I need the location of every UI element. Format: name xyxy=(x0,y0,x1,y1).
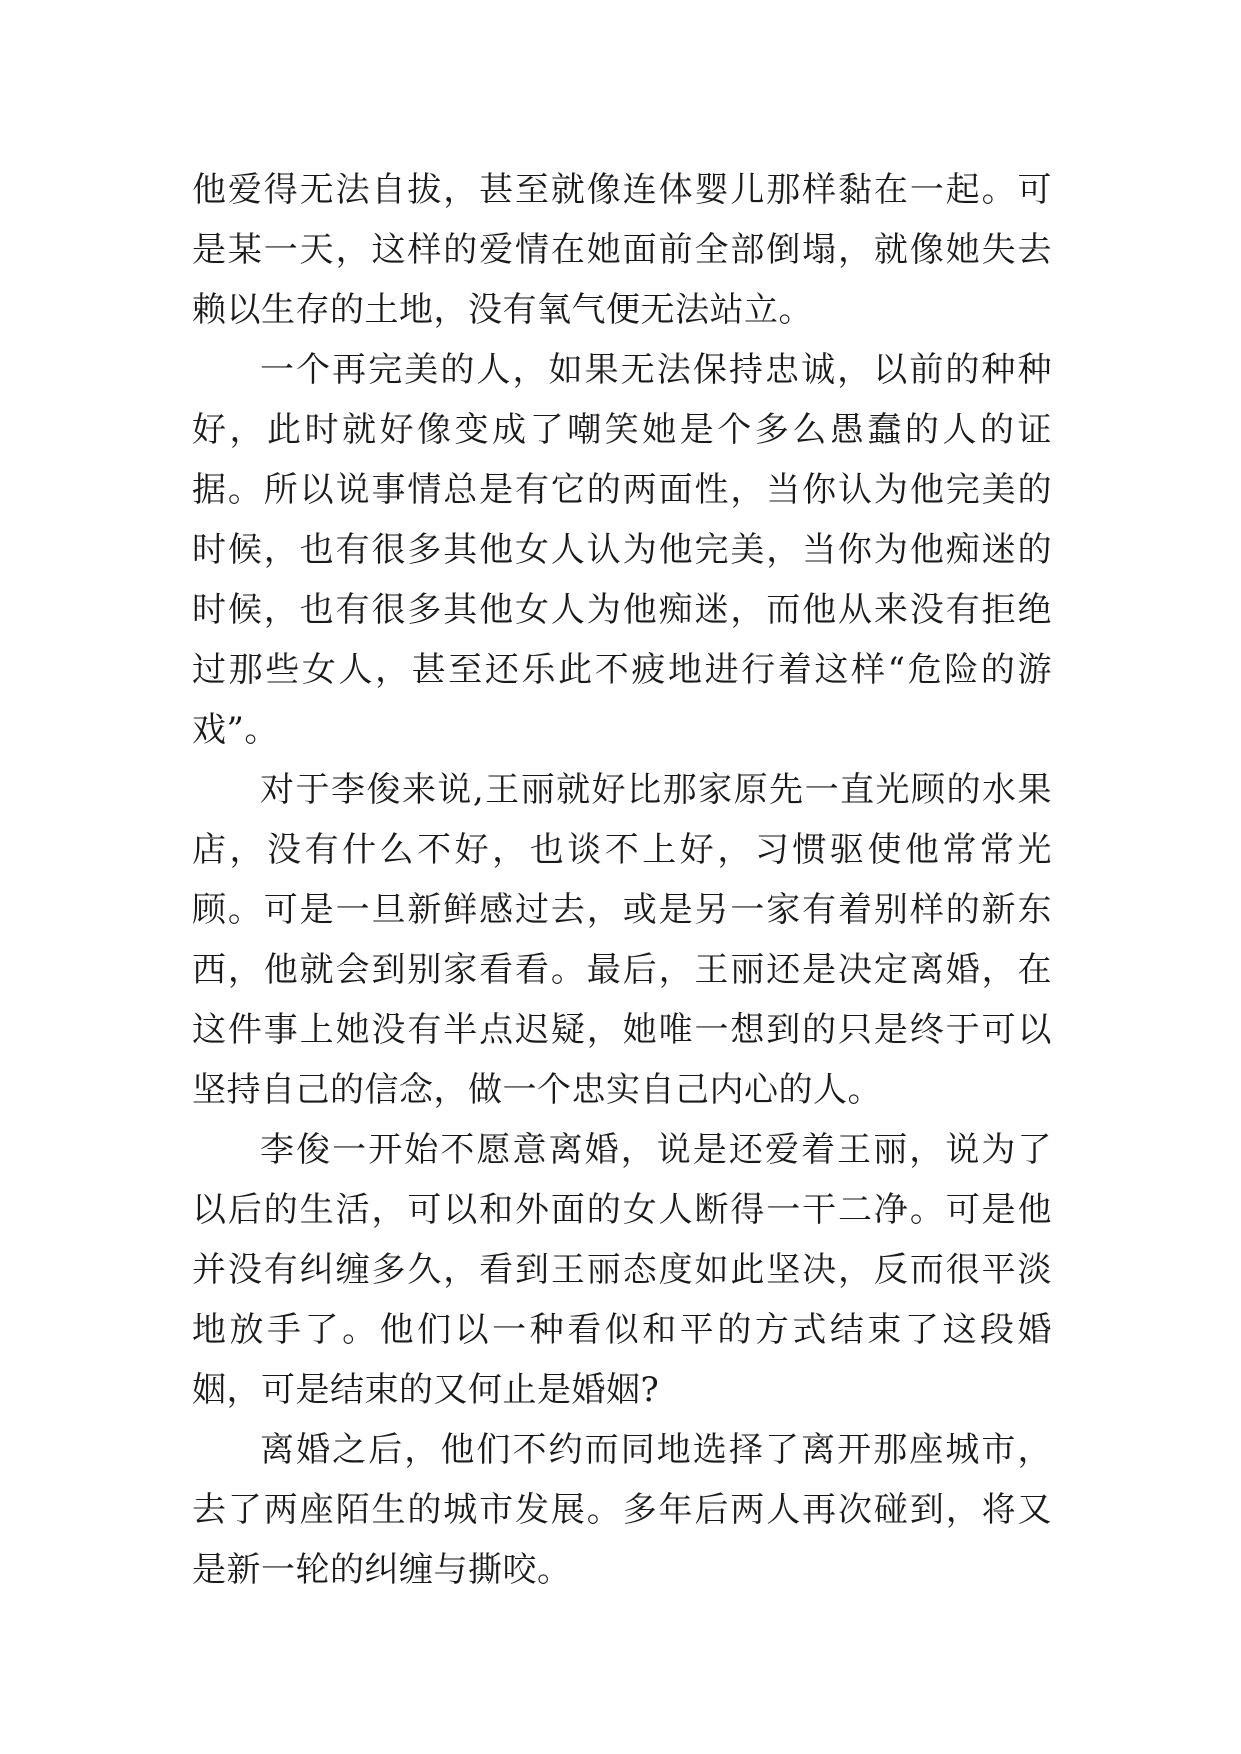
document-body xyxy=(192,160,1052,1600)
paragraph-4: 李俊一开始不愿意离婚，说是还爱着王丽，说为了以后的生活，可以和外面的女人断得一干二净。可是他并没有纠缠多久，看到王丽态度如此坚决，反而很平淡地放手了。他们以一种看似和平的方式结束了这段婚姻，可是结束的又何止是婚姻? xyxy=(192,1130,1052,1410)
paragraph-2: 一个再完美的人，如果无法保持忠诚，以前的种种好，此时就好像变成了嘲笑她是个多么愚蠢的人的证据。所以说事情总是有它的两面性，当你认为他完美的时候，也有很多其他女人认为他完美，当你为他痴迷的时候，也有很多其他女人为他痴迷，而他从来没有拒绝过那些女人，甚至还乐此不疲地进行着这样“危险的游戏”。 xyxy=(192,350,1052,750)
paragraph-1: 他爱得无法自拔，甚至就像连体婴儿那样黏在一起。可是某一天，这样的爱情在她面前全部倒塌，就像她失去赖以生存的土地，没有氧气便无法站立。 xyxy=(192,170,1052,330)
paragraph-3: 对于李俊来说,王丽就好比那家原先一直光顾的水果店，没有什么不好，也谈不上好，习惯驱使他常常光顾。可是一旦新鲜感过去，或是另一家有着别样的新东西，他就会到别家看看。最后，王丽还是决定离婚，在这件事上她没有半点迟疑，她唯一想到的只是终于可以坚持自己的信念，做一个忠实自己内心的人。 xyxy=(192,770,1052,1110)
paragraph-5: 离婚之后，他们不约而同地选择了离开那座城市，去了两座陌生的城市发展。多年后两人再次碰到，将又是新一轮的纠缠与撕咬。 xyxy=(192,1430,1052,1590)
